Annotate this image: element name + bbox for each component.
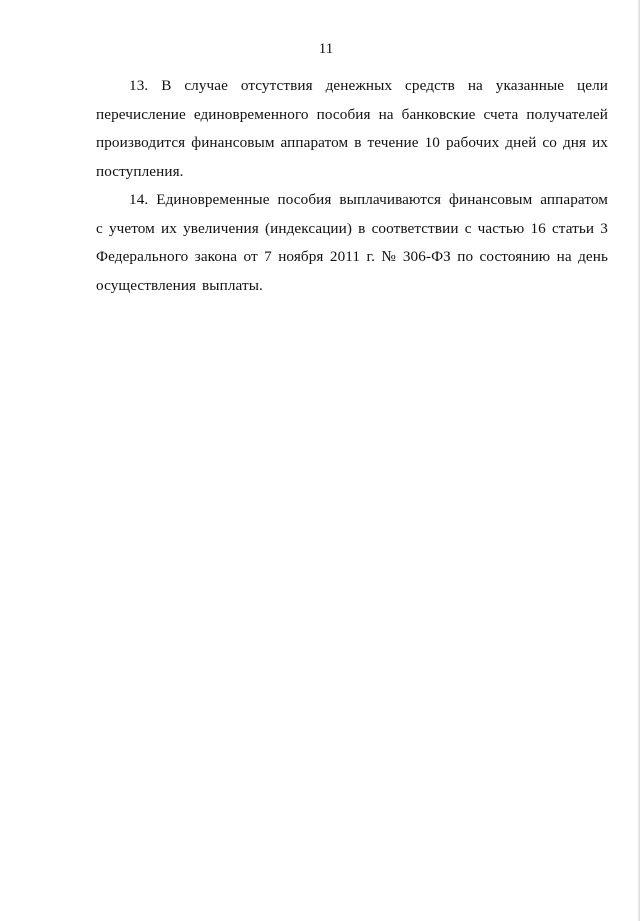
page-number: 11 — [318, 41, 334, 57]
paragraph-13: 13. В случае отсутствия денежных средств на указанные цели перечисление единовременного пособия на банковские счета получателей производится финансовым аппаратом в течение 10 рабочих дней со дня их поступления. — [96, 77, 608, 180]
document-body — [96, 72, 608, 300]
paragraph-14: 14. Единовременные пособия выплачиваются финансовым аппаратом с учетом их увеличения (индексации) в соответствии с частью 16 статьи 3 Федерального закона от 7 ноября 2011 г. № 306-ФЗ по состоянию на день осуществления выплаты. — [96, 191, 608, 294]
